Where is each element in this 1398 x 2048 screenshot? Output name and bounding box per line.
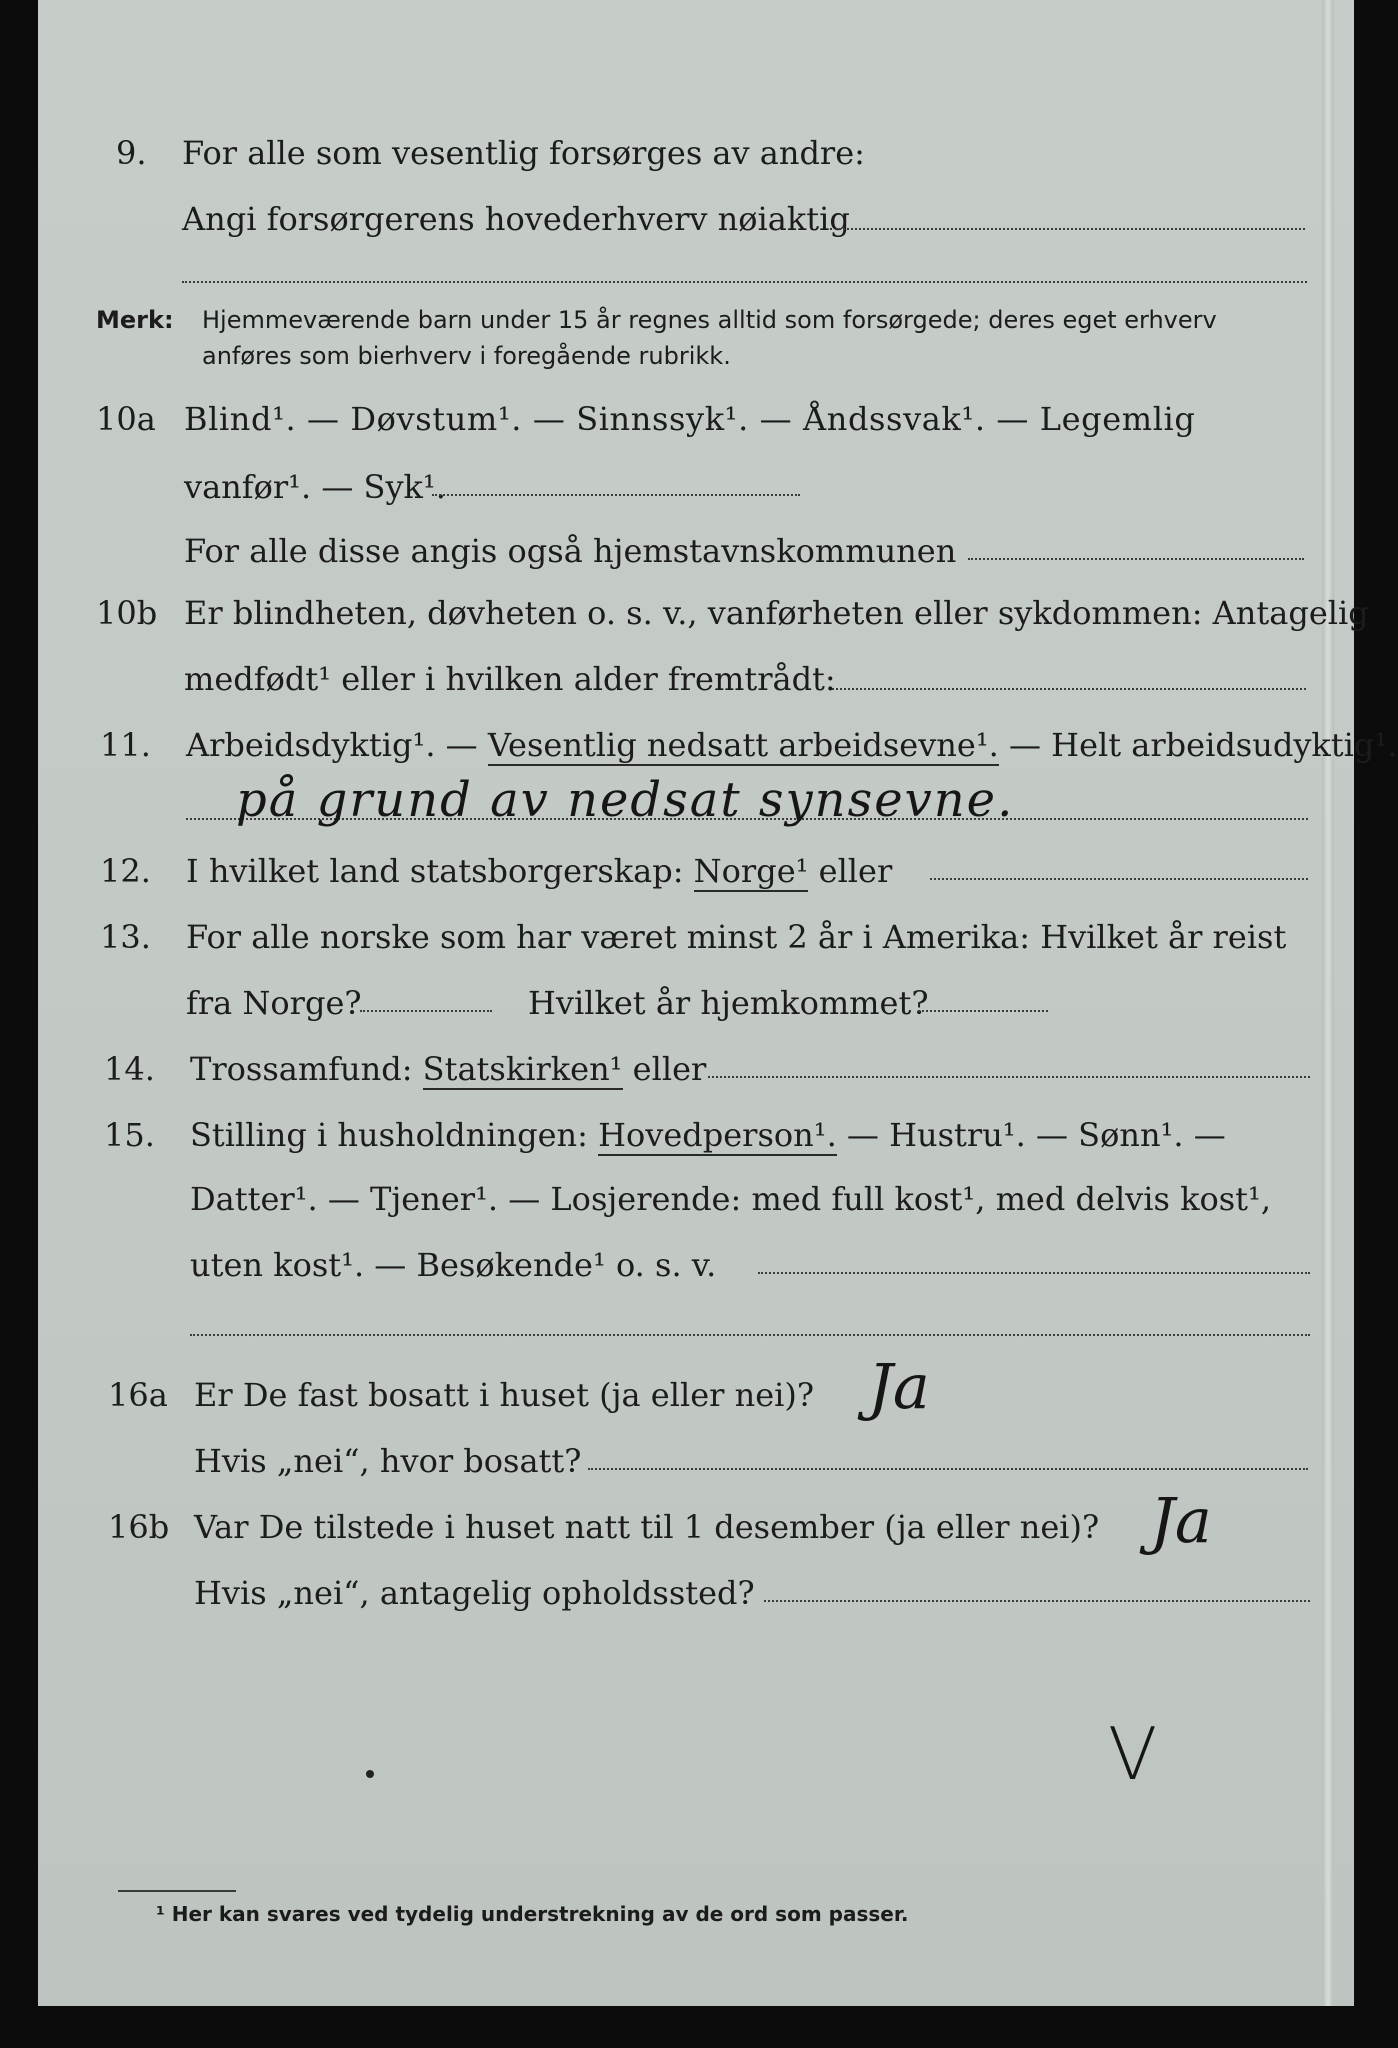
q11-handwritten-answer: på grund av nedsat synsevne. (236, 772, 1015, 828)
merk-line2: anføres som bierhverv i foregående rubrikk. (202, 342, 731, 370)
q16b-answer-line (764, 1600, 1310, 1602)
q13-number: 13. (100, 918, 151, 956)
q9-answer-line-2 (182, 281, 1307, 283)
merk-line1: Hjemmeværende barn under 15 år regnes alltid som forsørgede; deres eget erhverv (202, 306, 1217, 334)
q16b-handwritten-answer: Ja (1150, 1484, 1212, 1557)
q10a-hjemstavn-line (968, 558, 1304, 560)
q13-reist-label: fra Norge? (186, 984, 362, 1022)
q15-line2: Datter¹. — Tjener¹. — Losjerende: med full kost¹, med delvis kost¹, (190, 1180, 1272, 1218)
q16a-line1: Er De fast bosatt i huset (ja eller nei)? (194, 1376, 815, 1414)
q16a-line2: Hvis „nei“, hvor bosatt? (194, 1442, 582, 1480)
merk-label: Merk: (96, 306, 174, 334)
q16b-number: 16b (108, 1508, 170, 1546)
q11-part3: — Helt arbeidsudyktig¹. (998, 726, 1398, 764)
q9-answer-line (830, 228, 1305, 230)
q13-hjemkommet-label: Hvilket år hjemkommet? (528, 984, 929, 1022)
q11-part1: Arbeidsdyktig¹. — (186, 726, 488, 764)
q14-answer-line (708, 1076, 1310, 1078)
q16a-number: 16a (108, 1376, 168, 1414)
footnote: ¹ Her kan svares ved tydelig understrekning av de ord som passer. (156, 1902, 909, 1926)
q11-line (186, 726, 1397, 764)
q15-selected-option: Hovedperson¹. (598, 1116, 837, 1154)
q15-part3: — Hustru¹. — Sønn¹. — (836, 1116, 1226, 1154)
q15-answer-line-2 (190, 1334, 1310, 1336)
q12-part1: I hvilket land statsborgerskap: (186, 852, 694, 890)
footnote-rule (118, 1890, 236, 1892)
q14-number: 14. (104, 1050, 155, 1088)
q14-selected-option: Statskirken¹ (422, 1050, 623, 1088)
q11-number: 11. (100, 726, 151, 764)
q15-answer-line (758, 1272, 1310, 1274)
q10a-number: 10a (96, 400, 156, 438)
q10b-line2: medfødt¹ eller i hvilken alder fremtrådt: (184, 660, 836, 698)
q10b-number: 10b (96, 594, 158, 632)
q12-answer-line (930, 878, 1308, 880)
q12-number: 12. (100, 852, 151, 890)
ink-dot (366, 1770, 374, 1778)
q11-selected-option: Vesentlig nedsatt arbeidsevne¹. (487, 726, 999, 764)
q15-line1 (190, 1116, 1226, 1154)
q16b-line1: Var De tilstede i huset natt til 1 desember (ja eller nei)? (194, 1508, 1100, 1546)
q15-number: 15. (104, 1116, 155, 1154)
q13-hjemkommet-line (918, 1010, 1048, 1012)
q16a-answer-line (588, 1468, 1308, 1470)
q9-line1: For alle som vesentlig forsørges av andre: (182, 134, 865, 172)
page-fold (1322, 0, 1334, 2006)
q10a-syk-line (432, 494, 800, 496)
q9-line2: Angi forsørgerens hovederhverv nøiaktig (182, 200, 850, 238)
q14-line (190, 1050, 706, 1088)
q9-number: 9. (116, 134, 147, 172)
q16a-handwritten-answer: Ja (868, 1350, 930, 1423)
q12-line (186, 852, 892, 890)
q14-part1: Trossamfund: (190, 1050, 423, 1088)
q10b-line1: Er blindheten, døvheten o. s. v., vanførheten eller sykdommen: Antagelig (184, 594, 1369, 632)
q16b-line2: Hvis „nei“, antagelig opholdssted? (194, 1574, 755, 1612)
q15-line3: uten kost¹. — Besøkende¹ o. s. v. (190, 1246, 717, 1284)
q10a-line3: For alle disse angis også hjemstavnskommunen (184, 532, 957, 570)
q13-reist-line (360, 1010, 492, 1012)
checkmark: V (1108, 1712, 1158, 1796)
q10b-answer-line (832, 688, 1306, 690)
q15-part1: Stilling i husholdningen: (190, 1116, 599, 1154)
q12-selected-option: Norge¹ (693, 852, 809, 890)
q14-part3: eller (622, 1050, 707, 1088)
q12-part3: eller (808, 852, 893, 890)
q10a-line2: vanfør¹. — Syk¹. (184, 468, 446, 506)
q10a-line1: Blind¹. — Døvstum¹. — Sinnssyk¹. — Åndssvak¹. — Legemlig (184, 400, 1196, 438)
q13-line1: For alle norske som har været minst 2 år i Amerika: Hvilket år reist (186, 918, 1287, 956)
